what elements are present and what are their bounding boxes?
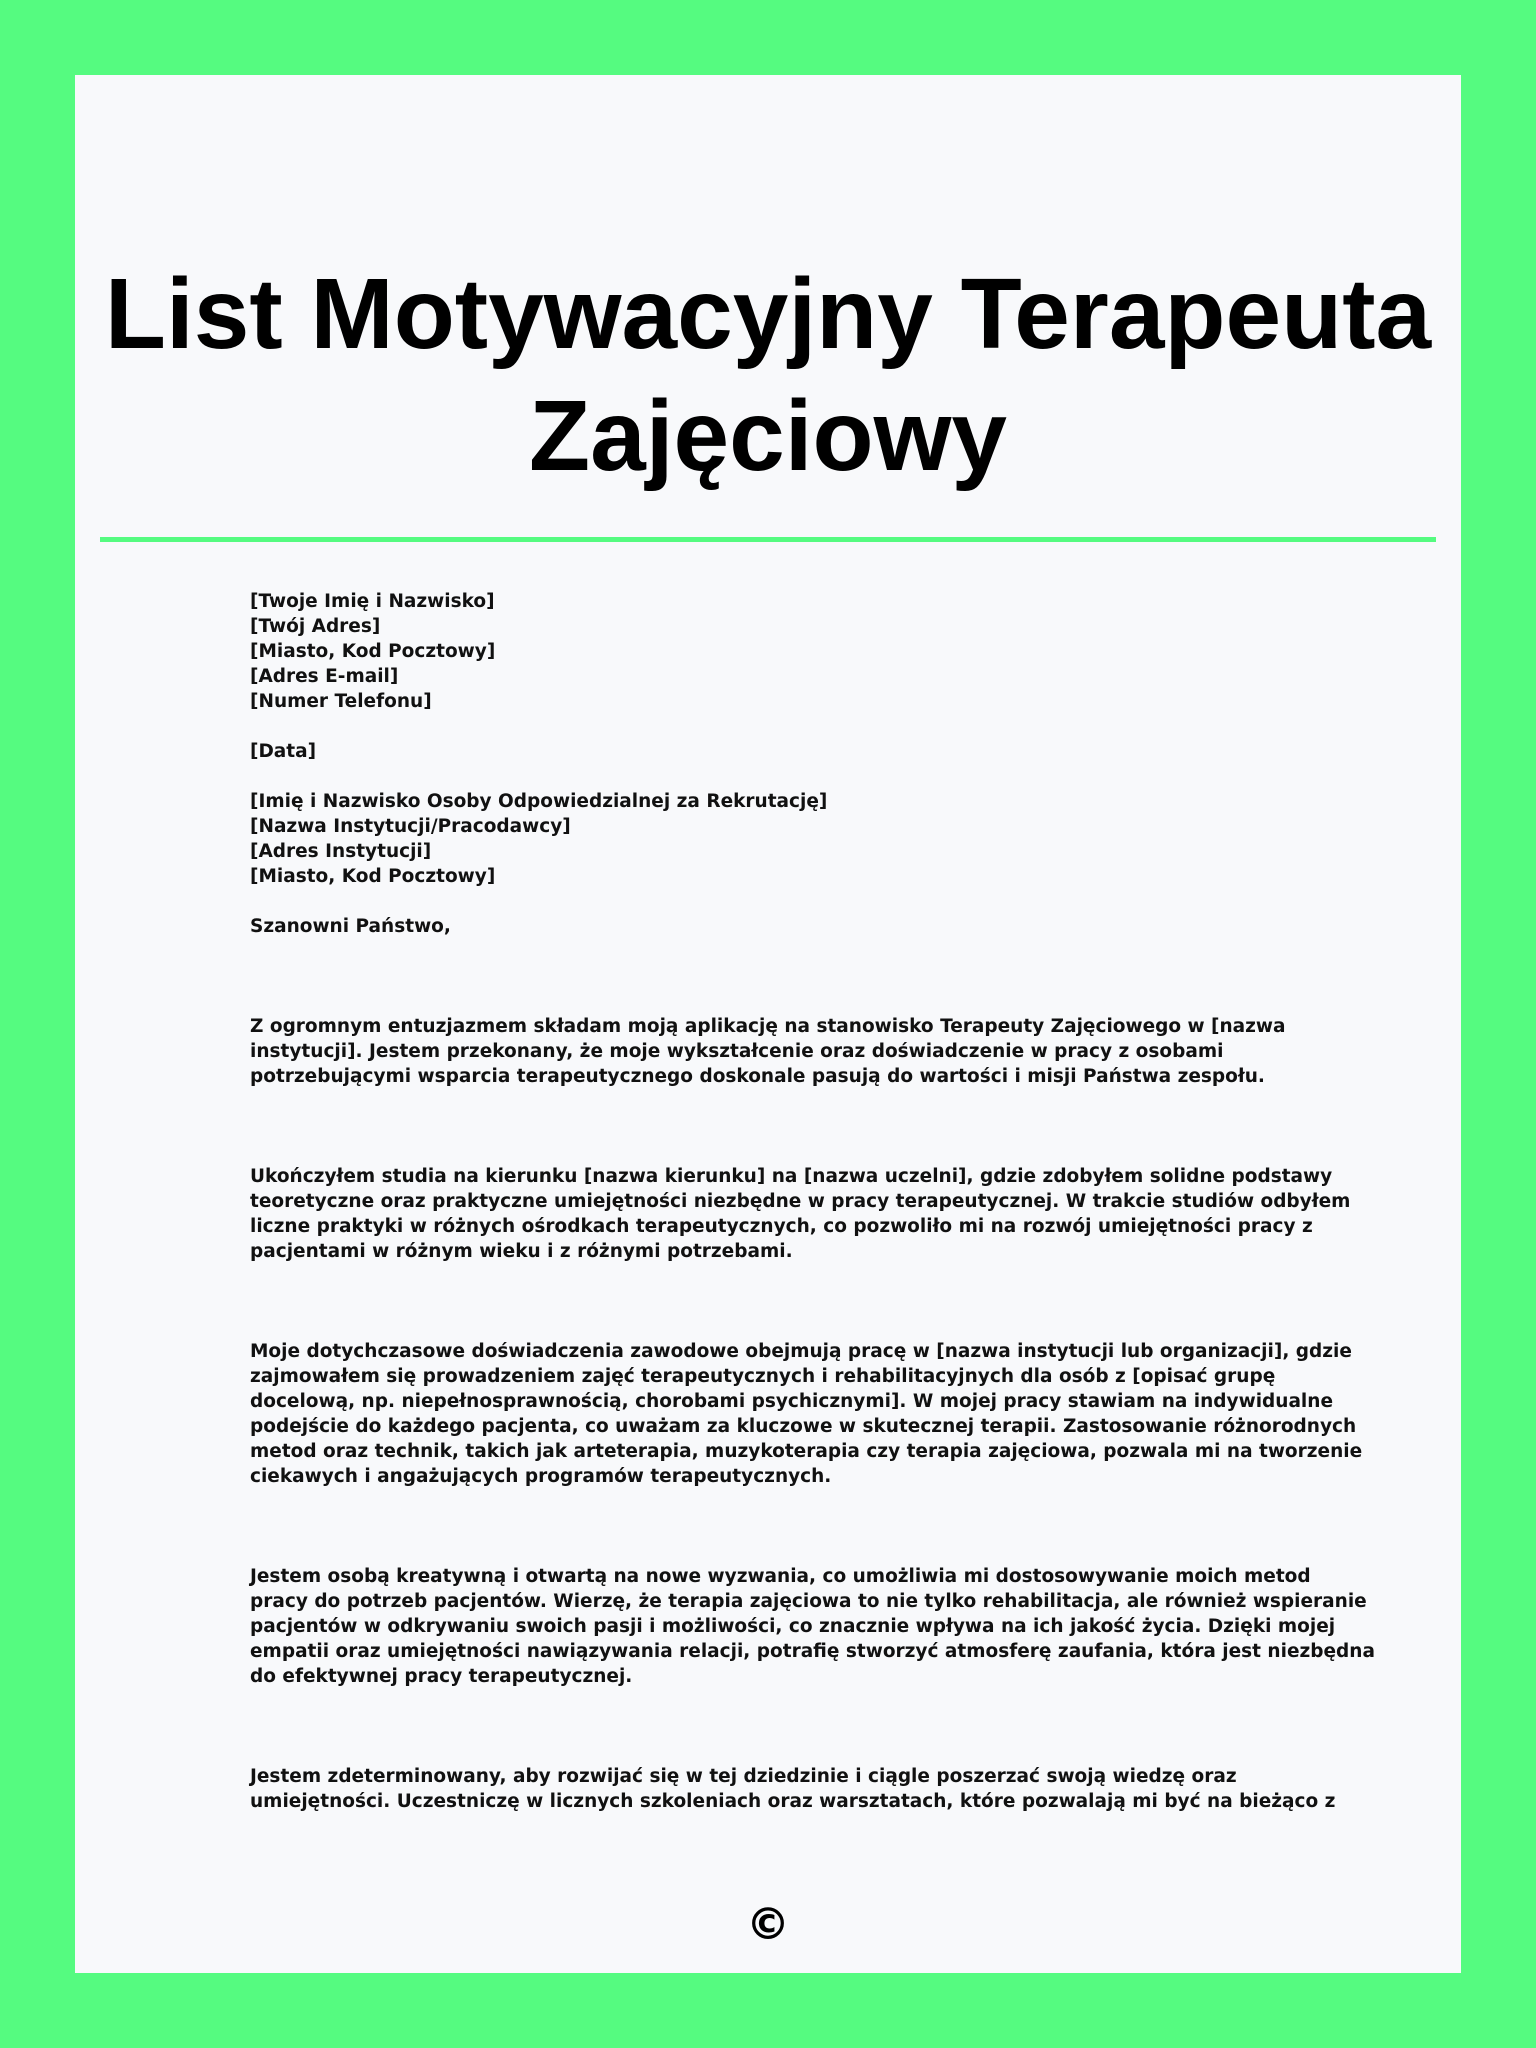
paragraph-4 [250,1564,1375,1689]
paragraph-line: Jestem osobą kreatywną i otwartą na nowe wyzwania, co umożliwia mi dostosowywanie moich metod [250,1566,1311,1587]
letter-body [250,589,1375,1814]
paragraph-line: metod oraz technik, takich jak arteterapia, muzykoterapia czy terapia zajęciowa, pozwala mi na tworzenie [250,1441,1363,1462]
title-divider [100,537,1436,542]
paragraph-line: Moje dotychczasowe doświadczenia zawodowe obejmują pracę w [nazwa instytucji lub organizacji], gdzie [250,1341,1352,1362]
paragraph-line: pacjentów w odkrywaniu swoich pasji i możliwości, co znacznie wpływa na ich jakość życia. Dzięki mojej [250,1616,1336,1637]
sender-block [250,589,1280,714]
sender-name: [Twoje Imię i Nazwisko] [250,591,495,612]
paragraph-line: podejście do każdego pacjenta, co uważam za kluczowe w skutecznej terapii. Zastosowanie różnorodnych [250,1416,1357,1437]
recipient-company: [Nazwa Instytucji/Pracodawcy] [250,816,571,837]
paragraph-line: ciekawych i angażujących programów terapeutycznych. [250,1466,832,1487]
paragraph-line: umiejętności. Uczestniczę w licznych szkoleniach oraz warsztatach, które pozwalają mi być na bieżąco z [250,1791,1336,1812]
paragraph-line: instytucji]. Jestem przekonany, że moje wykształcenie oraz doświadczenie w pracy z osobami [250,1041,1224,1062]
paragraph-line: liczne praktyki w różnych ośrodkach terapeutycznych, co pozwoliło mi na rozwój umiejętności pracy z [250,1216,1313,1237]
sender-phone: [Numer Telefonu] [250,691,432,712]
letter-date: [Data] [250,741,317,762]
paragraph-line: Z ogromnym entuzjazmem składam moją aplikację na stanowisko Terapeuty Zajęciowego w [nazwa [250,1016,1286,1037]
page-title: List Motywacyjny Terapeuta Zajęciowy [104,258,1432,492]
sender-email: [Adres E-mail] [250,666,399,687]
paragraph-line: potrzebującymi wsparcia terapeutycznego doskonale pasują do wartości i misji Państwa zespołu. [250,1066,1265,1087]
paragraph-line: zajmowałem się prowadzeniem zajęć terapeutycznych i rehabilitacyjnych dla osób z [opisać grupę [250,1366,1276,1387]
paragraph-1 [250,1014,1286,1089]
copyright-icon: © [746,1899,790,1950]
recipient-name: [Imię i Nazwisko Osoby Odpowiedzialnej za Rekrutację] [250,791,828,812]
paragraph-3 [250,1339,1363,1489]
salutation: Szanowni Państwo, [250,916,451,937]
paragraph-line: teoretyczne oraz praktyczne umiejętności niezbędne w pracy terapeutycznej. W trakcie studiów odbyłem [250,1191,1351,1212]
paragraph-2 [250,1164,1351,1264]
paragraph-line: pracy do potrzeb pacjentów. Wierzę, że terapia zajęciowa to nie tylko rehabilitacja, ale również wspieranie [250,1591,1367,1612]
paragraph-line: do efektywnej pracy terapeutycznej. [250,1666,633,1687]
recipient-city: [Miasto, Kod Pocztowy] [250,866,496,887]
paragraph-line: Ukończyłem studia na kierunku [nazwa kierunku] na [nazwa uczelni], gdzie zdobyłem solidne podstawy [250,1166,1333,1187]
recipient-block [250,789,1280,889]
recipient-address: [Adres Instytucji] [250,841,432,862]
sender-address: [Twój Adres] [250,616,381,637]
spacer [250,764,1280,789]
paragraph-5 [250,1764,1336,1814]
spacer [250,889,1280,914]
paragraph-line: pacjentami w różnym wieku i z różnymi potrzebami. [250,1241,793,1262]
spacer [250,714,1280,739]
document-page [75,75,1461,1973]
paragraph-line: empatii oraz umiejętności nawiązywania relacji, potrafię stworzyć atmosferę zaufania, która jest niezbędna [250,1641,1375,1662]
paragraph-line: docelową, np. niepełnosprawnością, chorobami psychicznymi]. W mojej pracy stawiam na indywidualne [250,1391,1333,1412]
paragraph-line: Jestem zdeterminowany, aby rozwijać się w tej dziedzinie i ciągle poszerzać swoją wiedzę oraz [250,1766,1237,1787]
sender-city: [Miasto, Kod Pocztowy] [250,641,496,662]
